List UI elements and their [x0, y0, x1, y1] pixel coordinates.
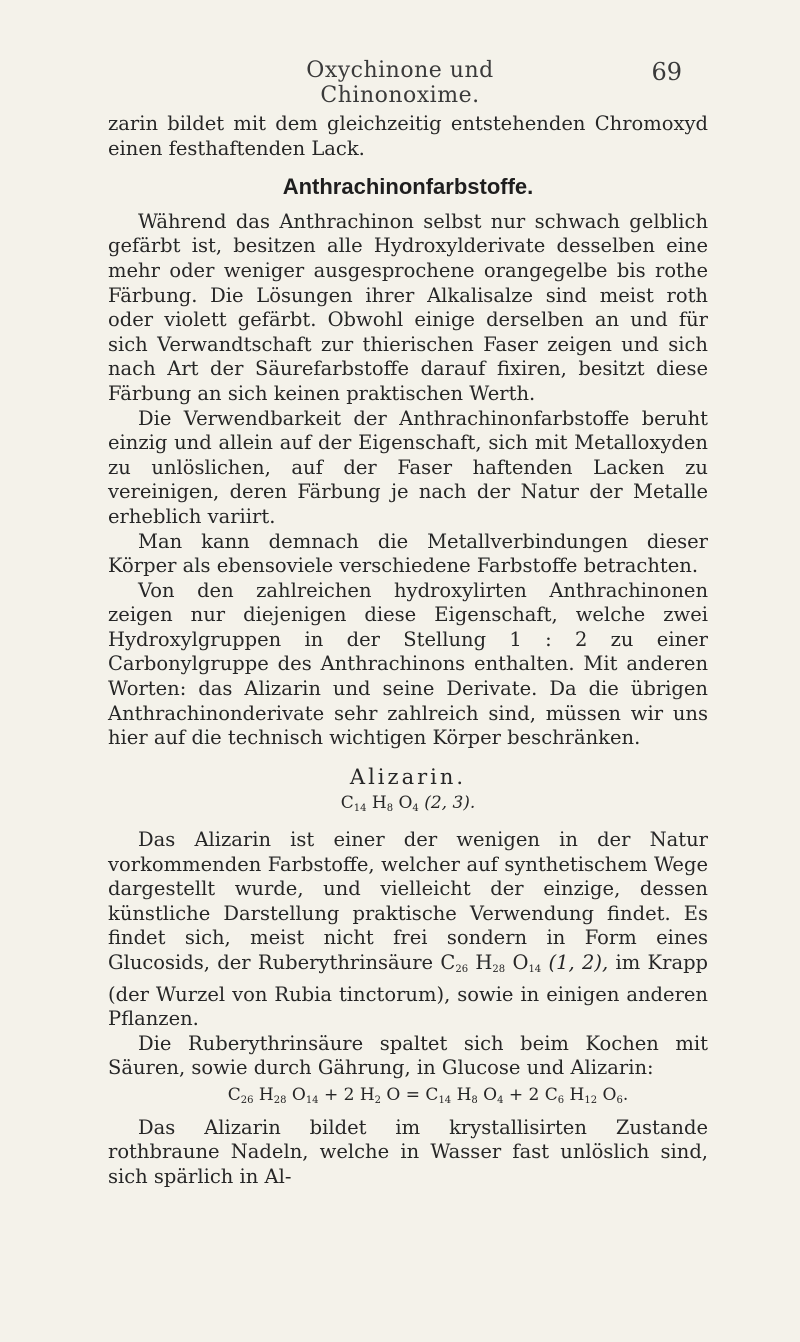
running-title: Oxychinone und Chinonoxime.	[306, 58, 494, 108]
running-header	[0, 58, 800, 108]
paragraph-continuation: zarin bildet mit dem gleichzeitig entstehenden Chromoxyd einen festhaftenden Lack.	[108, 112, 708, 160]
paragraph: Das Alizarin bildet im krystallisirten Zustande rothbraune Nadeln, welche in Wasser fast unlöslich sind, sich spärlich in Al-	[108, 1115, 708, 1188]
page-number: 69	[651, 58, 682, 86]
alizarin-formula: $C_{14}$ $H_8$ $O_4$ (2, 3).	[340, 793, 476, 815]
formula-reference: (1, 2),	[548, 951, 609, 974]
paragraph: Von den zahlreichen hydroxylirten Anthrachinonen zeigen nur diejenigen diese Eigenschaft, welche zwei Hydroxylgruppen in der Stellung 1 : 2 zu einer Carbonylgruppe des Anthrachinons enthalten. Mit anderen Worten: das Alizarin und seine Derivate. Da die übrigen Anthrachinonderivate sehr zahlreich sind, müssen wir uns hier auf die technisch wichtigen Körper beschränken.	[108, 578, 708, 750]
formula-reference: (2, 3).	[424, 793, 476, 814]
body-text	[108, 112, 708, 1189]
paragraph: Das Alizarin ist einer der wenigen in der Natur vorkommenden Farbstoffe, welcher auf synthetischem Wege dargestellt wurde, und vielleicht der einzige, dessen künstliche Darstellung praktische Verwendung findet. Es findet sich, meist nicht frei sondern in Form eines Glucosids, der Ruberythrinsäure $C_{26}$ $H_{28}$ $O_{14}$ (1, 2), im Krapp (der Wurzel von Rubia tinctorum), sowie in einigen anderen Pflanzen.	[108, 828, 709, 1031]
cleavage-equation: $C_{26}$ $H_{28}$ $O_{14} + 2$ $H_2$ $O = C_{14}$ $H_8$ $O_4 + 2$ $C_6$ $H_{12}$ $O_6$.	[227, 1084, 629, 1106]
paragraph: Die Verwendbarkeit der Anthrachinonfarbstoffe beruht einzig und allein auf der Eigenschaft, sich mit Metalloxyden zu unlöslichen, auf der Faser haftenden Lacken zu vereinigen, deren Färbung je nach der Natur der Metalle erheblich variirt.	[108, 406, 708, 528]
subsection-heading: Alizarin.	[349, 764, 467, 789]
paragraph: Die Ruberythrinsäure spaltet sich beim Kochen mit Säuren, sowie durch Gährung, in Glucose und Alizarin:	[108, 1031, 708, 1080]
section-heading: Anthrachinonfarbstoffe.	[282, 174, 534, 200]
ruberythrin-formula: $C_{26}$ $H_{28}$ $O_{14}$	[440, 951, 542, 975]
paragraph: Man kann demnach die Metallverbindungen dieser Körper als ebensoviele verschiedene Farbstoffe betrachten.	[108, 529, 708, 578]
paragraph: Während das Anthrachinon selbst nur schwach gelblich gefärbt ist, besitzen alle Hydroxylderivate desselben eine mehr oder weniger ausgesprochene orangegelbe bis rothe Färbung. Die Lösungen ihrer Alkalisalze sind meist roth oder violett gefärbt. Obwohl einige derselben an und für sich Verwandtschaft zur thierischen Faser zeigen und sich nach Art der Säurefarbstoffe darauf fixiren, besitzt diese Färbung an sich keinen praktischen Werth.	[108, 209, 708, 405]
